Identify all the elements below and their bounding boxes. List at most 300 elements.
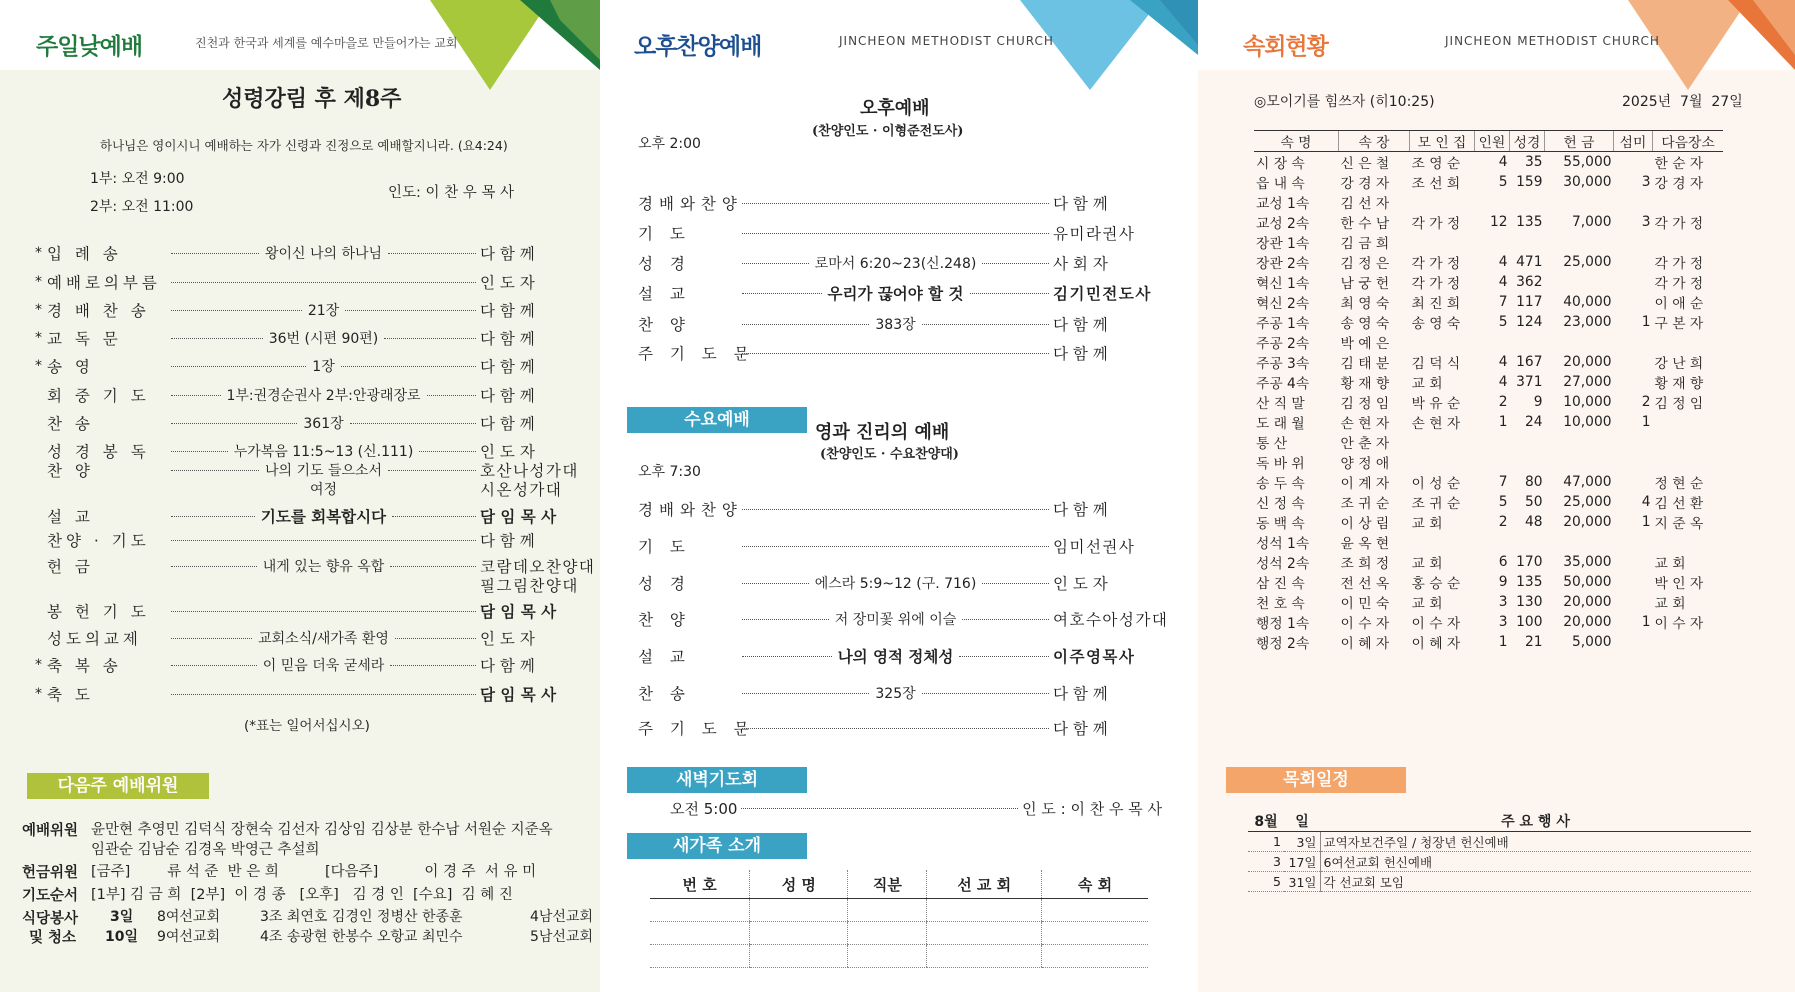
table-row: [1254, 192, 1723, 212]
table-cell: 지 준 옥: [1654, 516, 1704, 532]
item-assignee: [1053, 222, 1163, 244]
worship-row: [35, 384, 585, 406]
dots: [171, 310, 302, 311]
worship-row: [638, 282, 1163, 304]
col-number: 번 호: [650, 870, 750, 899]
table-cell: [1545, 332, 1614, 352]
table-cell: 행정 2속: [1256, 636, 1310, 652]
item-content-line: 이 믿음 더욱 굳세라: [262, 658, 385, 674]
item-label: 송 영: [47, 358, 94, 376]
table-cell: 읍 내 속: [1256, 176, 1305, 192]
dots: [742, 656, 832, 657]
dots: [171, 282, 476, 283]
table-cell: 35: [1524, 154, 1543, 170]
dots: [922, 324, 1049, 325]
table-cell: 40,000: [1563, 294, 1612, 310]
duty-group-2: 4조 송광현 한봉수 오항교 최민수: [260, 929, 463, 945]
worship-staff-1: 윤만현 추영민 김덕식 장현숙 김선자 김상임 김상분 한수남 서원순 지준옥: [91, 822, 553, 838]
item-content: [263, 243, 384, 263]
item-label: 봉 헌 기 도: [47, 603, 150, 621]
wednesday-heading: 영과 진리의 예배: [815, 422, 950, 443]
item-content-line: 1부:권경순권사 2부:안광래장로: [226, 388, 421, 404]
item-label: 설 교: [47, 508, 94, 526]
item-content: [261, 655, 387, 675]
table-cell: 주공 4속: [1256, 376, 1310, 392]
page-title: 속회현황: [1243, 34, 1328, 60]
worship-row: [35, 683, 585, 705]
worship-row: [35, 242, 585, 264]
table-cell: 2: [1498, 514, 1508, 530]
page-title: 주일낮예배: [36, 34, 143, 60]
table-cell: 25,000: [1563, 494, 1612, 510]
col-month: 8월: [1248, 811, 1284, 832]
table-row: [1254, 312, 1723, 332]
table-cell: 3: [1248, 852, 1284, 872]
table-cell: 167: [1516, 354, 1543, 370]
table-cell: 1: [1641, 514, 1651, 530]
bulletin-date: 2025년 7월 27일: [1622, 94, 1743, 110]
dots: [171, 665, 257, 666]
table-cell: 55,000: [1563, 154, 1612, 170]
table-cell: [1614, 272, 1653, 292]
item-label: 예배로의부름: [47, 274, 161, 292]
duty-group-1: 3조 최연호 김경인 정병산 한종훈: [260, 909, 463, 925]
table-cell: 성석 1속: [1256, 536, 1310, 552]
star-marker: *: [35, 302, 42, 318]
dots: [171, 395, 221, 396]
dots: [384, 338, 476, 339]
assignee-text: 다 함 께: [1053, 720, 1108, 738]
table-cell: 교 회: [1411, 376, 1443, 392]
table-cell: 20,000: [1563, 354, 1612, 370]
table-cell: 5: [1498, 314, 1508, 330]
item-content-line: 로마서 6:20~23(신.248): [814, 256, 977, 272]
item-label: 찬 양: [638, 316, 691, 334]
assignee-text: 인 도 자: [480, 274, 535, 292]
assignee-text: 유미라권사: [1053, 225, 1136, 243]
table-cell: 김 덕 식: [1411, 356, 1461, 372]
table-row: [1254, 252, 1723, 272]
church-name: JINCHEON METHODIST CHURCH: [839, 34, 1054, 48]
item-assignee: [1053, 252, 1163, 274]
item-content: [263, 460, 384, 498]
table-cell: 371: [1516, 374, 1543, 390]
table-cell: 각 가 정: [1411, 256, 1461, 272]
table-cell: 170: [1516, 554, 1543, 570]
leader: 인도: 이 찬 우 목 사: [388, 185, 514, 201]
table-cell: [1653, 192, 1724, 212]
wednesday-time: 오후 7:30: [638, 464, 701, 480]
label-offering: 헌금위원: [22, 865, 79, 881]
table-cell: [1475, 452, 1510, 472]
table-row: [650, 922, 1148, 945]
item-content-line: 우리가 끊어야 할 것: [827, 285, 964, 303]
dots: [171, 540, 476, 541]
table-cell: 주공 2속: [1256, 336, 1310, 352]
assignee-text: 김기민전도사: [1053, 285, 1152, 303]
table-row: [650, 899, 1148, 922]
dots: [345, 310, 476, 311]
table-row: [1254, 532, 1723, 552]
item-assignee: [1053, 342, 1163, 364]
dots: [171, 423, 297, 424]
table-row: [1254, 552, 1723, 572]
table-cell: 장관 1속: [1256, 236, 1310, 252]
assignee-text: 임미선권사: [1053, 538, 1136, 556]
star-marker: *: [35, 686, 42, 702]
duty-women-1: 8여선교회: [157, 909, 221, 925]
col-bible: 성경: [1510, 131, 1545, 152]
table-cell: 강 경 자: [1340, 176, 1390, 192]
table-cell: 박 유 순: [1411, 396, 1461, 412]
col-leader: 속 장: [1339, 131, 1410, 152]
table-row: [1254, 172, 1723, 192]
item-content: [873, 314, 917, 334]
worship-row: [35, 459, 585, 499]
sunday-name: 성령강림 후 제8주: [222, 86, 402, 112]
worship-row: [638, 498, 1163, 520]
item-label: 경배와찬양: [638, 501, 743, 519]
dots: [742, 619, 829, 620]
item-assignee: [1053, 498, 1163, 520]
table-cell: 천 호 속: [1256, 596, 1305, 612]
table-cell: [1475, 232, 1510, 252]
table-cell: 김 선 환: [1654, 496, 1704, 512]
item-content: [259, 505, 388, 527]
dots: [171, 638, 252, 639]
worship-row: [35, 412, 585, 434]
item-content-line: 21장: [307, 303, 340, 319]
table-row: [1254, 372, 1723, 392]
assignee-text: 사 회 자: [1053, 255, 1108, 273]
table-cell: 교 회: [1411, 596, 1443, 612]
dots: [392, 516, 476, 517]
table-cell: [1510, 452, 1545, 472]
dots: [742, 546, 1049, 547]
label-cafeteria: 식당봉사: [22, 911, 79, 927]
dots: [395, 638, 476, 639]
table-cell: 9: [1533, 394, 1543, 410]
new-family-header: 새가족 소개: [627, 833, 807, 859]
item-content-line: 나의 영적 정체성: [837, 648, 954, 666]
item-label: 설 교: [638, 285, 691, 303]
table-cell: [1410, 192, 1475, 212]
verse: 하나님은 영이시니 예배하는 자가 신령과 진정으로 예배할지니라. (요4:24): [100, 138, 508, 153]
table-cell: 각 가 정: [1654, 276, 1704, 292]
table-cell: 471: [1516, 254, 1543, 270]
dawn-header: 새벽기도회: [627, 767, 807, 793]
item-content-line-2: 여정: [309, 482, 338, 498]
item-assignee: [1053, 535, 1163, 557]
table-cell: [1475, 432, 1510, 452]
table-cell: 2: [1498, 394, 1508, 410]
table-cell: 동 백 속: [1256, 516, 1305, 532]
item-label: 교 독 문: [47, 330, 122, 348]
table-cell: 홍 승 순: [1411, 576, 1461, 592]
dots: [742, 509, 1049, 510]
item-label: 주 기 도 문: [638, 720, 755, 738]
wednesday-header: 수요예배: [627, 407, 807, 433]
table-cell: 12: [1489, 214, 1508, 230]
table-cell: 각 가 정: [1411, 216, 1461, 232]
table-row: [1254, 292, 1723, 312]
dots: [171, 338, 263, 339]
table-cell: 5,000: [1572, 634, 1612, 650]
table-cell: [1614, 352, 1653, 372]
worship-row: [35, 299, 585, 321]
table-cell: 5: [1248, 872, 1284, 892]
table-cell: 시 장 속: [1256, 156, 1305, 172]
worship-row: [35, 600, 585, 622]
table-cell: 3: [1498, 594, 1508, 610]
table-cell: 50: [1524, 494, 1543, 510]
table-cell: 조 영 순: [1411, 156, 1461, 172]
table-cell: 이 애 순: [1654, 296, 1704, 312]
table-row: [1254, 472, 1723, 492]
table-cell: 남 궁 헌: [1340, 276, 1390, 292]
col-office: 직분: [848, 870, 927, 899]
time-2: 2부: 오전 11:00: [90, 199, 194, 215]
worship-row: [638, 535, 1163, 557]
dots: [388, 253, 476, 254]
offering-staff: [금주] 류 석 준 반 은 희 [다음주] 이 경 주 서 유 미: [91, 864, 537, 880]
table-cell: 이 계 자: [1340, 476, 1390, 492]
worship-row: [638, 608, 1169, 630]
table-cell: 이 수 자: [1654, 616, 1704, 632]
table-cell: 양 정 애: [1340, 456, 1390, 472]
table-cell: 송 두 속: [1256, 476, 1305, 492]
item-content: [813, 573, 979, 593]
dots: [171, 470, 259, 471]
table-cell: 31일: [1284, 872, 1320, 892]
dots: [741, 808, 1018, 809]
item-assignee: [480, 384, 585, 406]
pastoral-schedule-table: [1248, 811, 1751, 892]
dawn-row: [670, 798, 1162, 819]
standing-note: (*표는 일어서십시오): [244, 718, 370, 734]
table-cell: 4: [1498, 274, 1508, 290]
table-row: [1248, 832, 1751, 852]
item-label: 축 도: [47, 686, 94, 704]
worship-row: [35, 654, 585, 676]
table-cell: 통 산: [1256, 436, 1288, 452]
table-cell: 산 직 말: [1256, 396, 1305, 412]
dots: [419, 451, 476, 452]
time-1: 1부: 오전 9:00: [90, 171, 185, 187]
table-cell: 5: [1498, 174, 1508, 190]
page-title: 오후찬양예배: [634, 34, 762, 60]
assignee-text: 인 도 자: [480, 443, 535, 461]
table-header-row: [1254, 131, 1723, 152]
table-cell: 전 선 옥: [1340, 576, 1390, 592]
duty-day-2: 10일: [105, 929, 139, 945]
table-cell: 이 성 순: [1411, 476, 1461, 492]
item-content-line: 누가복음 11:5~13 (신.111): [233, 444, 414, 460]
table-cell: [1653, 332, 1724, 352]
item-assignee: [480, 683, 585, 705]
assignee-text-2: 필그림찬양대: [480, 577, 579, 595]
dots: [742, 203, 1049, 204]
table-cell: 한 수 남: [1340, 216, 1390, 232]
table-cell: [1653, 532, 1724, 552]
col-cell: 속 회: [1042, 870, 1148, 899]
dawn-leader: 인 도 : 이 찬 우 목 사: [1022, 800, 1162, 818]
item-assignee: [480, 271, 585, 293]
item-content-line: 325장: [875, 686, 916, 702]
new-family-table: [650, 870, 1148, 968]
table-cell: 조 귀 순: [1411, 496, 1461, 512]
item-content-line: 에스라 5:9~12 (구. 716): [814, 576, 977, 592]
table-cell: 1: [1248, 832, 1284, 852]
worship-row: [638, 645, 1163, 667]
table-cell: 9: [1498, 574, 1508, 590]
cell-status-panel: [1198, 0, 1795, 992]
worship-row: [35, 627, 585, 649]
table-cell: 이 민 숙: [1340, 596, 1390, 612]
label-cleaning: 및 청소: [29, 930, 77, 946]
item-content: [813, 253, 979, 273]
cell-status-table: [1254, 130, 1723, 652]
item-assignee: [480, 654, 585, 676]
worship-row: [35, 555, 596, 595]
worship-staff-2: 임관순 김남순 김경옥 박영근 추설희: [91, 842, 320, 858]
table-cell: [1614, 472, 1653, 492]
table-cell: [1545, 432, 1614, 452]
item-label: 회 중 기 도: [47, 387, 150, 405]
table-cell: [1475, 332, 1510, 352]
table-cell: 20,000: [1563, 594, 1612, 610]
item-assignee: [1053, 313, 1163, 335]
item-assignee: [1053, 572, 1163, 594]
table-cell: 1: [1641, 614, 1651, 630]
dots: [962, 619, 1049, 620]
assignee-text: 다 함 께: [480, 415, 535, 433]
church-name: JINCHEON METHODIST CHURCH: [1445, 34, 1660, 48]
table-cell: 교 회: [1411, 556, 1443, 572]
table-cell: 3: [1641, 174, 1651, 190]
item-assignee: [480, 555, 596, 595]
dots: [922, 693, 1049, 694]
item-assignee: [480, 299, 585, 321]
table-row: [1254, 212, 1723, 232]
table-cell: [1475, 192, 1510, 212]
church-motto: 진천과 한국과 세계를 예수마을로 만들어가는 교회: [195, 36, 458, 50]
table-cell: [1653, 412, 1724, 432]
col-offering: 헌 금: [1545, 131, 1614, 152]
table-row: [1248, 852, 1751, 872]
table-cell: 80: [1524, 474, 1543, 490]
table-row: [1254, 352, 1723, 372]
item-content: [826, 282, 966, 304]
dots: [427, 395, 477, 396]
table-cell: 48: [1524, 514, 1543, 530]
table-cell: [1653, 232, 1724, 252]
dots: [171, 451, 228, 452]
table-cell: 각 가 정: [1411, 276, 1461, 292]
table-row: [1248, 872, 1751, 892]
table-cell: [1545, 452, 1614, 472]
table-row: [1254, 452, 1723, 472]
dots: [171, 516, 255, 517]
item-content-line: 내게 있는 향유 옥합: [262, 559, 385, 575]
table-cell: 23,000: [1563, 314, 1612, 330]
table-cell: 정 현 순: [1654, 476, 1704, 492]
table-cell: [1510, 332, 1545, 352]
dots: [959, 656, 1049, 657]
table-cell: 100: [1516, 614, 1543, 630]
assignee-text: 인 도 자: [480, 630, 535, 648]
item-content: [232, 441, 416, 461]
item-assignee: [480, 412, 585, 434]
table-cell: 이 혜 자: [1411, 636, 1461, 652]
item-label: 주 기 도 문: [638, 345, 755, 363]
table-cell: [1614, 252, 1653, 272]
table-cell: 독 바 위: [1256, 456, 1305, 472]
table-cell: 조 희 정: [1340, 556, 1390, 572]
table-cell: 25,000: [1563, 254, 1612, 270]
item-content: [306, 300, 341, 320]
duty-men-2: 5남선교회: [530, 929, 594, 945]
table-cell: 4: [1498, 254, 1508, 270]
table-cell: 124: [1516, 314, 1543, 330]
table-cell: [1653, 452, 1724, 472]
table-cell: [1475, 532, 1510, 552]
star-marker: *: [35, 358, 42, 374]
assignee-text: 다 함 께: [480, 532, 535, 550]
table-cell: 130: [1516, 594, 1543, 610]
assignee-text: 담 임 목 사: [480, 508, 557, 526]
worship-row: [638, 682, 1163, 704]
table-cell: 21: [1524, 634, 1543, 650]
table-cell: 안 춘 자: [1340, 436, 1390, 452]
dots: [390, 665, 476, 666]
item-content: [301, 413, 345, 433]
table-cell: 각 가 정: [1654, 216, 1704, 232]
next-week-header: 다음주 예배위원: [27, 773, 209, 799]
table-cell: 교역자보건주일 / 청장년 헌신예배: [1320, 832, 1751, 852]
afternoon-service-panel: [600, 0, 1198, 992]
dots: [982, 583, 1049, 584]
table-cell: 장관 2속: [1256, 256, 1310, 272]
table-cell: [1614, 532, 1653, 552]
item-assignee: [480, 327, 585, 349]
table-cell: 이 상 림: [1340, 516, 1390, 532]
table-cell: 구 본 자: [1654, 316, 1704, 332]
table-row: [1254, 572, 1723, 592]
item-content-line: 1장: [312, 359, 335, 375]
table-cell: 교성 2속: [1256, 216, 1310, 232]
table-cell: [1614, 592, 1653, 612]
table-cell: 윤 옥 현: [1340, 536, 1390, 552]
dots: [742, 728, 1049, 729]
table-row: [650, 945, 1148, 968]
item-assignee: [480, 242, 585, 264]
table-cell: 10,000: [1563, 394, 1612, 410]
table-cell: 1: [1498, 414, 1508, 430]
table-row: [1254, 592, 1723, 612]
table-cell: 각 선교회 모임: [1320, 872, 1751, 892]
table-cell: [1510, 532, 1545, 552]
col-name: 성 명: [750, 870, 848, 899]
worship-row: [638, 313, 1163, 335]
star-marker: *: [35, 245, 42, 261]
dots: [742, 693, 869, 694]
table-row: [1254, 512, 1723, 532]
table-cell: 손 현 자: [1411, 416, 1461, 432]
table-cell: [1653, 432, 1724, 452]
table-cell: [1614, 432, 1653, 452]
col-day: 일: [1284, 811, 1320, 832]
